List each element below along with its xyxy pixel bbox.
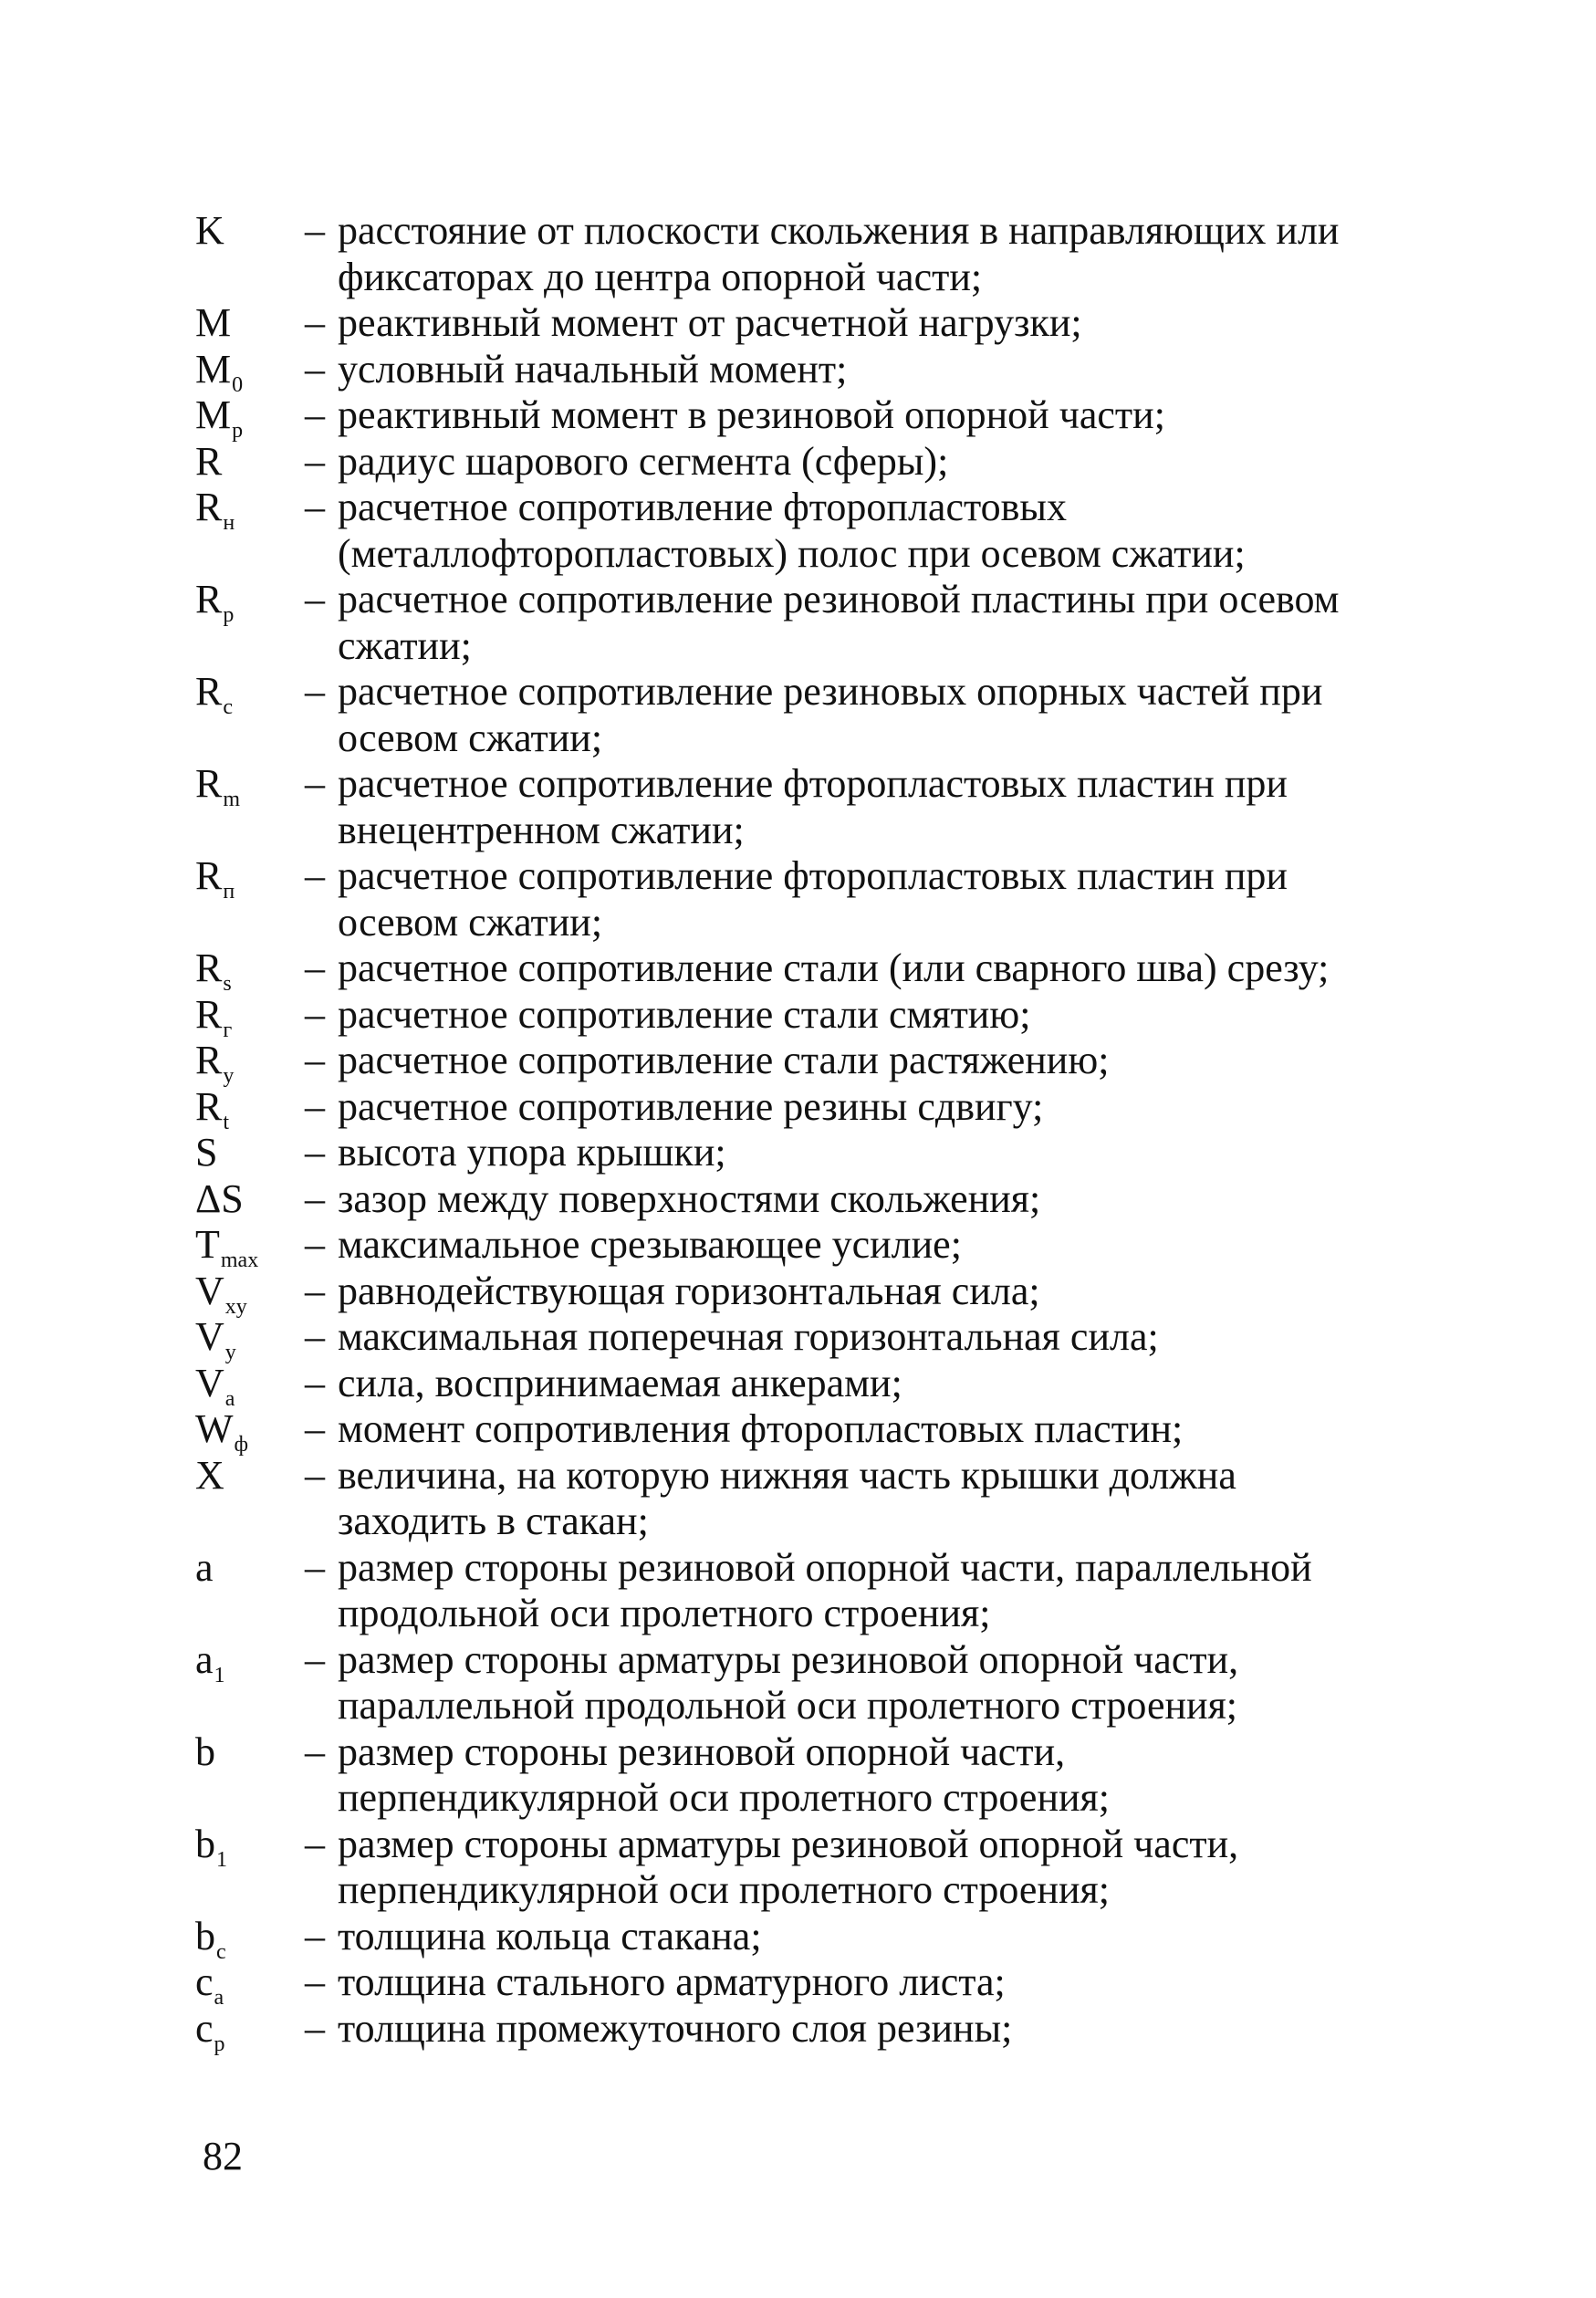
glossary-entry <box>195 208 1382 300</box>
dash: – <box>305 300 325 345</box>
dash: – <box>305 1360 325 1405</box>
symbol <box>195 439 305 486</box>
dash: – <box>305 577 325 622</box>
symbol-subscript: а <box>224 1386 235 1411</box>
symbol-letter: R <box>195 577 223 622</box>
symbol <box>195 1959 305 2010</box>
symbol-letter: b <box>195 1821 215 1866</box>
definition <box>305 439 1382 486</box>
definition-text: расчетное сопротивление резиновых опорных частей при осевом сжатии; <box>338 669 1323 760</box>
definition-text: радиус шарового сегмента (сферы); <box>338 438 949 484</box>
symbol <box>195 1130 305 1176</box>
definition-text: момент сопротивления фторопластовых пластин; <box>338 1406 1184 1451</box>
glossary-entry <box>195 1176 1382 1223</box>
dash: – <box>305 208 325 253</box>
definition-text: равнодействующая горизонтальная сила; <box>338 1268 1040 1313</box>
dash: – <box>305 1544 325 1590</box>
symbol-letter: a <box>195 1636 214 1682</box>
symbol-letter: R <box>195 1083 223 1129</box>
symbol-subscript: 1 <box>216 1847 227 1872</box>
symbol-subscript: ф <box>234 1433 249 1457</box>
definition-text: реактивный момент от расчетной нагрузки; <box>338 300 1082 345</box>
definition-text: толщина промежуточного слоя резины; <box>338 2005 1013 2051</box>
symbol <box>195 1360 305 1411</box>
symbol-letter: X <box>195 1452 224 1498</box>
symbol-letter: c <box>195 1959 214 2004</box>
dash: – <box>305 1175 325 1221</box>
definition-text: расчетное сопротивление стали растяжению; <box>338 1038 1110 1082</box>
symbol-subscript: 1 <box>214 1663 225 1687</box>
dash: – <box>305 1821 325 1866</box>
symbol-letter: a <box>195 1544 214 1590</box>
symbol <box>195 1268 305 1319</box>
symbol <box>195 1729 305 1776</box>
definition <box>305 1914 1382 1960</box>
definition <box>305 1269 1382 1315</box>
symbol <box>195 1222 305 1272</box>
glossary-entry <box>195 1038 1382 1088</box>
symbol-letter: K <box>195 208 224 253</box>
definition <box>305 1176 1382 1223</box>
symbol-subscript: с <box>216 1939 226 1964</box>
symbol-subscript: р <box>232 419 244 443</box>
definition-text: расчетное сопротивление фторопластовых пластин при осевом сжатии; <box>338 853 1288 945</box>
page-number: 82 <box>203 2134 243 2178</box>
symbol-letter: R <box>195 485 223 529</box>
definition <box>305 1038 1382 1084</box>
glossary-entry <box>195 1406 1382 1457</box>
symbol <box>195 1913 305 1964</box>
definition <box>305 1453 1382 1545</box>
symbol <box>195 346 305 397</box>
glossary-entry <box>195 991 1382 1042</box>
dash: – <box>305 761 325 806</box>
glossary-entry <box>195 439 1382 486</box>
dash: – <box>305 1913 325 1959</box>
definition-text: расчетное сопротивление фторопластовых (металлофторопластовых) полос при осевом сжатии; <box>338 485 1246 576</box>
symbol <box>195 1636 305 1687</box>
definition-text: размер стороны арматуры резиновой опорной части, перпендикулярной оси пролетного строения; <box>338 1821 1239 1912</box>
definition-text: расчетное сопротивление стали смятию; <box>338 991 1031 1037</box>
dash: – <box>305 438 325 484</box>
dash: – <box>305 2005 325 2051</box>
glossary-entry <box>195 2005 1382 2056</box>
definition-text: расчетное сопротивление стали (или сварного шва) срезу; <box>338 945 1330 990</box>
definition-text: размер стороны арматуры резиновой опорной части, параллельной продольной оси пролетного строения; <box>338 1636 1239 1728</box>
dash: – <box>305 1038 325 1082</box>
glossary-entry <box>195 346 1382 397</box>
definition-text: высота упора крышки; <box>338 1130 726 1175</box>
symbol-letter: b <box>195 1729 215 1774</box>
dash: – <box>305 1636 325 1682</box>
definition <box>305 347 1382 393</box>
definition-text: расстояние от плоскости скольжения в направляющих или фиксаторах до центра опорной части; <box>338 208 1340 299</box>
definition <box>305 1314 1382 1361</box>
dash: – <box>305 1314 325 1359</box>
definition <box>305 1406 1382 1453</box>
glossary-entry <box>195 1360 1382 1411</box>
symbol-subscript: п <box>223 880 235 904</box>
symbol-letter: ΔS <box>195 1175 244 1221</box>
dash: – <box>305 1729 325 1774</box>
symbol-subscript: m <box>223 788 241 811</box>
symbol-letter: M <box>195 300 232 345</box>
definition-text: максимальная поперечная горизонтальная сила; <box>338 1314 1159 1359</box>
glossary-entry <box>195 485 1382 577</box>
definition-text: толщина стального арматурного листа; <box>338 1959 1006 2004</box>
glossary-entry <box>195 1959 1382 2010</box>
dash: – <box>305 1268 325 1313</box>
glossary-entry <box>195 1453 1382 1545</box>
symbol <box>195 1821 305 1872</box>
symbol-letter: R <box>195 438 223 484</box>
symbol <box>195 991 305 1042</box>
dash: – <box>305 485 325 529</box>
dash: – <box>305 853 325 898</box>
definition <box>305 853 1382 945</box>
glossary-entry <box>195 1130 1382 1176</box>
symbol-subscript: y <box>223 1064 235 1088</box>
symbol <box>195 1453 305 1499</box>
symbol <box>195 208 305 255</box>
definition-text: размер стороны резиновой опорной части, параллельной продольной оси пролетного строения; <box>338 1544 1312 1635</box>
symbol-subscript: р <box>223 603 235 627</box>
definition-text: толщина кольца стакана; <box>338 1913 762 1959</box>
definition <box>305 2006 1382 2053</box>
definition-text: сила, воспринимаемая анкерами; <box>338 1360 902 1405</box>
symbol-letter: R <box>195 1038 223 1082</box>
glossary-entry <box>195 577 1382 669</box>
symbol-letter: R <box>195 761 223 806</box>
definition-text: реактивный момент в резиновой опорной части; <box>338 392 1165 437</box>
definition <box>305 1822 1382 1914</box>
definition <box>305 1545 1382 1637</box>
definition-text: расчетное сопротивление фторопластовых пластин при внецентренном сжатии; <box>338 761 1288 852</box>
symbol <box>195 945 305 996</box>
symbol <box>195 485 305 535</box>
definition <box>305 761 1382 853</box>
symbol-subscript: 0 <box>232 372 244 397</box>
symbol <box>195 1038 305 1088</box>
symbol-glossary <box>195 208 1382 2056</box>
glossary-entry <box>195 761 1382 853</box>
symbol-letter: V <box>195 1360 224 1405</box>
definition-text: зазор между поверхностями скольжения; <box>338 1175 1041 1221</box>
dash: – <box>305 1406 325 1451</box>
symbol <box>195 577 305 627</box>
definition <box>305 577 1382 669</box>
symbol <box>195 2005 305 2056</box>
symbol-letter: W <box>195 1406 234 1451</box>
definition <box>305 1729 1382 1822</box>
definition-text: размер стороны резиновой опорной части, перпендикулярной оси пролетного строения; <box>338 1729 1111 1820</box>
symbol <box>195 1406 305 1457</box>
symbol-letter: M <box>195 346 232 392</box>
symbol-letter: c <box>195 2005 214 2051</box>
symbol <box>195 392 305 443</box>
glossary-entry <box>195 1545 1382 1637</box>
symbol-subscript: р <box>214 2032 225 2056</box>
glossary-entry <box>195 1729 1382 1822</box>
symbol <box>195 1176 305 1223</box>
symbol-letter: S <box>195 1130 218 1175</box>
dash: – <box>305 1222 325 1267</box>
symbol <box>195 300 305 347</box>
definition <box>305 392 1382 439</box>
glossary-entry <box>195 1268 1382 1319</box>
dash: – <box>305 1959 325 2004</box>
dash: – <box>305 392 325 437</box>
definition <box>305 1959 1382 2006</box>
glossary-entry <box>195 300 1382 347</box>
definition <box>305 945 1382 992</box>
dash: – <box>305 991 325 1037</box>
symbol-subscript: а <box>214 1986 224 2010</box>
dash: – <box>305 1452 325 1498</box>
dash: – <box>305 669 325 714</box>
glossary-entry <box>195 1822 1382 1914</box>
symbol-letter: V <box>195 1268 224 1313</box>
definition <box>305 485 1382 577</box>
dash: – <box>305 1130 325 1175</box>
dash: – <box>305 1083 325 1129</box>
definition <box>305 1222 1382 1269</box>
symbol-subscript: max <box>220 1248 259 1272</box>
symbol <box>195 1545 305 1592</box>
symbol-letter: M <box>195 392 232 437</box>
definition-text: условный начальный момент; <box>338 346 848 392</box>
symbol <box>195 1314 305 1364</box>
symbol-letter: R <box>195 991 223 1037</box>
symbol-subscript: с <box>223 695 234 719</box>
glossary-entry <box>195 1637 1382 1729</box>
symbol-letter: b <box>195 1913 215 1959</box>
symbol-subscript: xy <box>224 1294 247 1319</box>
symbol-subscript: н <box>223 511 235 535</box>
symbol-subscript: t <box>223 1110 230 1134</box>
symbol-letter: R <box>195 669 223 714</box>
definition <box>305 1637 1382 1729</box>
definition <box>305 300 1382 347</box>
definition <box>305 1084 1382 1131</box>
definition-text: расчетное сопротивление резины сдвигу; <box>338 1083 1044 1129</box>
symbol-letter: V <box>195 1314 224 1359</box>
symbol-subscript: г <box>223 1018 233 1042</box>
glossary-entry <box>195 1222 1382 1272</box>
symbol <box>195 669 305 719</box>
glossary-entry <box>195 392 1382 443</box>
definition-text: величина, на которую нижняя часть крышки должна заходить в стакан; <box>338 1452 1236 1543</box>
symbol-subscript: y <box>224 1341 236 1364</box>
definition <box>305 992 1382 1039</box>
symbol-letter: R <box>195 945 223 990</box>
symbol <box>195 853 305 904</box>
dash: – <box>305 945 325 990</box>
glossary-entry <box>195 1083 1382 1134</box>
glossary-entry <box>195 853 1382 945</box>
definition <box>305 1361 1382 1407</box>
symbol <box>195 1083 305 1134</box>
definition-text: расчетное сопротивление резиновой пластины при осевом сжатии; <box>338 577 1340 668</box>
symbol-letter: T <box>195 1222 220 1267</box>
dash: – <box>305 346 325 392</box>
glossary-entry <box>195 669 1382 761</box>
definition <box>305 669 1382 761</box>
symbol <box>195 761 305 811</box>
symbol-letter: R <box>195 853 223 898</box>
definition <box>305 1130 1382 1176</box>
glossary-entry <box>195 945 1382 996</box>
definition-text: максимальное срезывающее усилие; <box>338 1222 962 1267</box>
definition <box>305 208 1382 300</box>
glossary-entry <box>195 1913 1382 1964</box>
symbol-subscript: s <box>223 972 232 996</box>
glossary-entry <box>195 1314 1382 1364</box>
